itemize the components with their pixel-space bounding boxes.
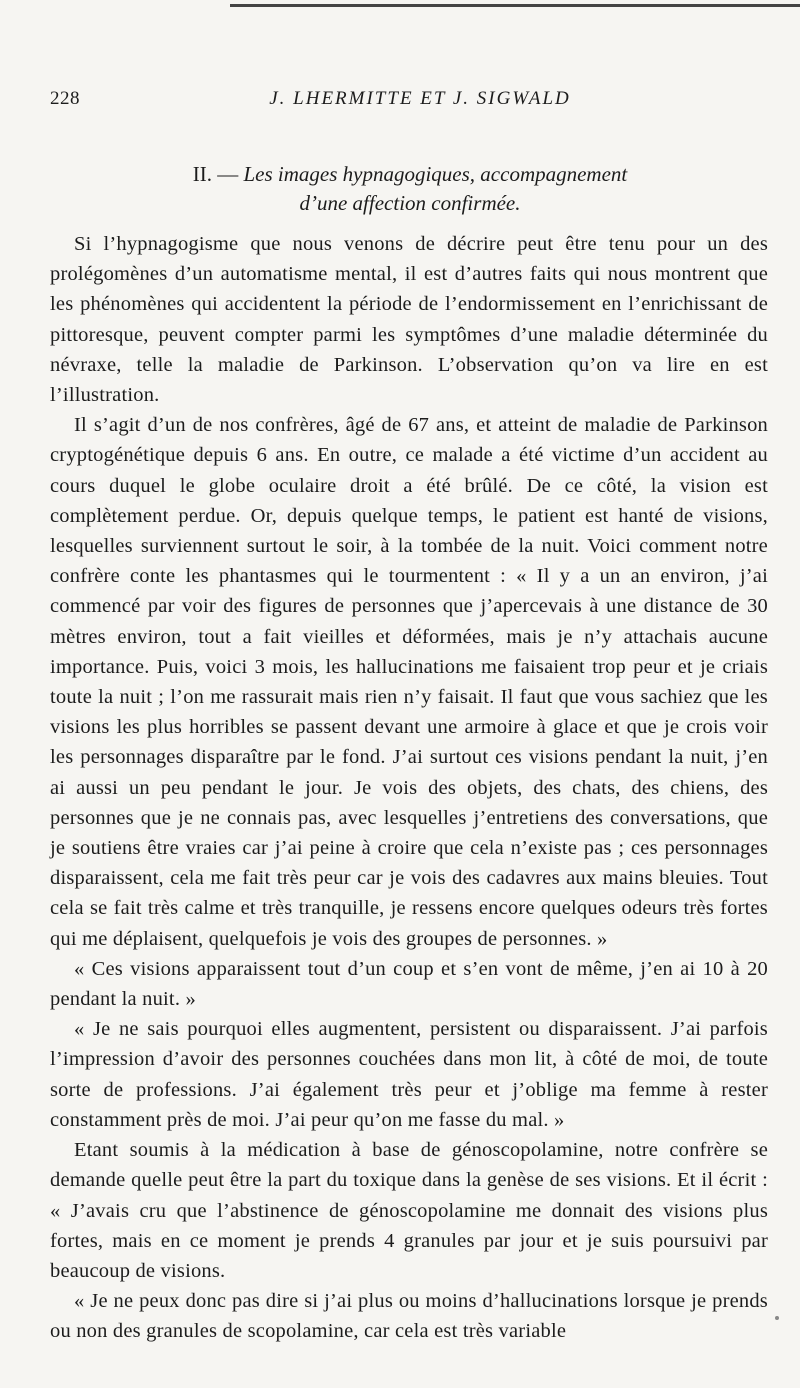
margin-speck xyxy=(775,1316,779,1320)
running-head: J. LHERMITTE ET J. SIGWALD xyxy=(269,88,571,109)
paragraph: « Ces visions apparaissent tout d’un coup et s’en vont de même, j’en ai 10 à 20 pendant la nuit. » xyxy=(50,957,768,1011)
page-number: 228 xyxy=(50,88,80,109)
section-title xyxy=(60,160,760,218)
paragraph: Si l’hypnagogisme que nous venons de décrire peut être tenu pour un des prolégomènes d’un automatisme mental, il est d’autres faits qui nous montrent que les phénomènes qui accidentent la période de l’endormissement en l’enrichissant de pittoresque, peuvent compter parmi les symptômes d’une maladie déterminée du névraxe, telle la maladie de Parkinson. L’observation qu’on va lire en est l’illustration. xyxy=(50,233,768,407)
top-border-rule xyxy=(230,4,800,7)
body-text xyxy=(50,229,768,1347)
section-title-line-1 xyxy=(60,160,760,189)
paragraph: « Je ne sais pourquoi elles augmentent, persistent ou disparaissent. J’ai parfois l’impression d’avoir des personnes couchées dans mon lit, à côté de moi, de toute sorte de professions. J’ai également très peur et j’oblige ma femme à rester constamment près de moi. J’ai peur qu’on me fasse du mal. » xyxy=(50,1018,768,1131)
paragraph: Etant soumis à la médication à base de génoscopolamine, notre confrère se demande quelle peut être la part du toxique dans la genèse de ses visions. Et il écrit : « J’avais cru que l’abstinence de génoscopolamine me donnait des visions plus fortes, mais en ce moment je prends 4 granules par jour et je suis poursuivi par beaucoup de visions. xyxy=(50,1139,768,1282)
section-number: II. — xyxy=(192,162,239,186)
section-title-text: Les images hypnagogiques, accompagnement xyxy=(243,162,628,186)
paragraph: « Je ne peux donc pas dire si j’ai plus ou moins d’hallucinations lorsque je prends ou non des granules de scopolamine, car cela est très variable xyxy=(50,1290,768,1343)
section-title-line-2: d’une affection confirmée. xyxy=(299,191,521,215)
paragraph: Il s’agit d’un de nos confrères, âgé de 67 ans, et atteint de maladie de Parkinson cryptogénétique depuis 6 ans. En outre, ce malade a été victime d’un accident au cours duquel le globe oculaire droit a été brûlé. De ce côté, la vision est complètement perdue. Or, depuis quelque temps, le patient est hanté de visions, lesquelles surviennent surtout le soir, à la tombée de la nuit. Voici comment notre confrère conte les phantasmes qui le tourmentent : « Il y a un an environ, j’ai commencé par voir des figures de personnes que j’apercevais à une distance de 30 mètres environ, tout a fait vieilles et déformées, mais je n’y attachais aucune importance. Puis, voici 3 mois, les hallucinations me faisaient trop peur et je criais toute la nuit ; l’on me rassurait mais rien n’y faisait. Il faut que vous sachiez que les visions les plus horribles se passent devant une armoire à glace et que je crois voir les personnages disparaître par le fond. J’ai surtout ces visions pendant la nuit, j’en ai aussi un peu pendant le jour. Je vois des objets, des chats, des chiens, des personnes que je ne connais pas, avec lesquelles j’entretiens des conversations, que je soutiens être vraies car j’ai peine à croire que cela n’existe pas ; ces personnages disparaissent, cela me fait très peur car je vois des cadavres aux mains bleuies. Tout cela se fait très calme et très tranquille, je ressens encore quelques odeurs très fortes qui me déplaisent, quelquefois je vois des groupes de personnes. » xyxy=(50,414,768,950)
